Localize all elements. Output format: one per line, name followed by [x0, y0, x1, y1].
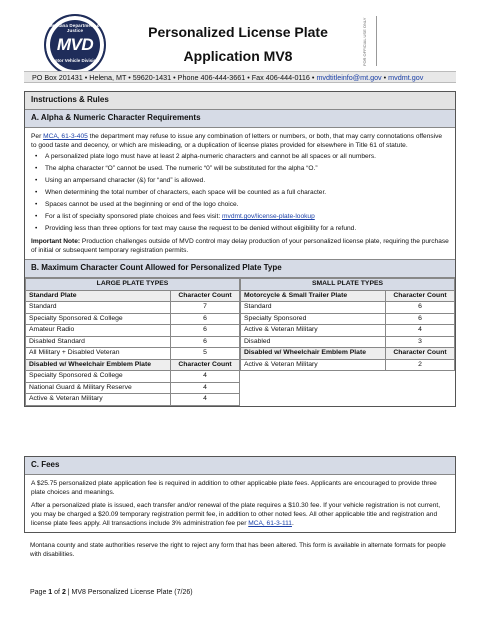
character-count-tables: [25, 278, 455, 406]
website-link[interactable]: mvdmt.gov: [388, 73, 424, 82]
char-count: 6: [171, 325, 240, 337]
char-count: 6: [171, 313, 240, 325]
fees-p2-pre: After a personalized plate is issued, each transfer and/or renewal of the plate requires a $10.30 fee. If your vehicle registration is not current, you may be charged a $20.09 temporary registration permit fee, in addition to other noted fees. All other applicable title and registration and license plate fees apply. All transactions include 3% administration fee per: [31, 502, 441, 527]
mca-111-link[interactable]: MCA, 61-3-111: [248, 520, 292, 527]
table-row: [26, 348, 240, 360]
page-number: 1: [48, 589, 53, 596]
char-count: 6: [386, 313, 455, 325]
page-mid: of: [52, 589, 62, 596]
fees-p2-post: .: [291, 520, 294, 527]
intro-pre: Per: [31, 133, 44, 140]
table-row: [26, 302, 240, 314]
large-col-plate: Standard Plate: [26, 290, 171, 302]
table-row: [26, 325, 240, 337]
char-count: 6: [386, 302, 455, 314]
plate-lookup-link[interactable]: mvdmt.gov/license-plate-lookup: [222, 213, 315, 220]
email-link[interactable]: mvdtitleinfo@mt.gov: [316, 73, 382, 82]
small-col-count: Character Count: [386, 290, 455, 302]
large-col-count: Character Count: [171, 290, 240, 302]
instructions-header: Instructions & Rules: [25, 92, 455, 110]
logo-bottom-text: Motor Vehicle Division: [50, 58, 99, 63]
char-count: 4: [171, 394, 240, 406]
table-row: [241, 336, 455, 348]
table-row: [26, 371, 240, 383]
char-count: 4: [171, 382, 240, 394]
plate-name: Disabled: [241, 336, 386, 348]
char-count: 4: [386, 325, 455, 337]
small-plate-caption: SMALL PLATE TYPES: [241, 279, 455, 291]
small-sub-col-plate: Disabled w/ Wheelchair Emblem Plate: [241, 348, 386, 360]
small-plate-table: [240, 278, 455, 371]
large-sub-col-count: Character Count: [171, 359, 240, 371]
table-row: [26, 394, 240, 406]
page-footer: [30, 589, 193, 596]
rule-item: • The alpha character “O” cannot be used. The numeric “0” will be substituted for the alpha “O.”: [35, 165, 449, 173]
logo-mvd-text: MVD: [56, 35, 94, 54]
rule-item: • Using an ampersand character (&) for “and” is allowed.: [35, 177, 449, 185]
plate-name: Active & Veteran Military: [26, 394, 171, 406]
official-use-label: FOR OFFICIAL USE ONLY: [362, 17, 367, 66]
plate-name: Active & Veteran Military: [241, 359, 386, 371]
char-count: 2: [386, 359, 455, 371]
rules-list: [31, 153, 449, 233]
logo-top-text: Montana Department of Justice: [48, 23, 102, 33]
table-row: [241, 325, 455, 337]
large-sub-col-plate: Disabled w/ Wheelchair Emblem Plate: [26, 359, 171, 371]
rule-item: • When determining the total number of characters, each space will be counted as a full character.: [35, 189, 449, 197]
section-a-body: [25, 128, 455, 259]
mca-405-link[interactable]: MCA, 61-3-405: [43, 133, 88, 140]
address-text: PO Box 201431 • Helena, MT • 59620-1431 • Phone 406-444-3661 • Fax 406-444-0116 •: [32, 73, 317, 82]
rule-item: • A personalized plate logo must have at least 2 alpha-numeric characters and cannot be all spaces or all numbers.: [35, 153, 449, 161]
large-plate-table: [25, 278, 240, 406]
table-row: [26, 336, 240, 348]
table-row: [241, 302, 455, 314]
small-sub-col-count: Character Count: [386, 348, 455, 360]
important-note-label: Important Note:: [31, 238, 81, 245]
section-a-intro: [31, 132, 449, 150]
address-bar: [24, 71, 456, 83]
plate-name: Specialty Sponsored & College: [26, 313, 171, 325]
side-divider: [376, 16, 377, 66]
plate-name: Standard: [241, 302, 386, 314]
page-form-name: | MV8 Personalized License Plate (7/26): [65, 589, 193, 596]
plate-name: National Guard & Military Reserve: [26, 382, 171, 394]
table-row: [241, 359, 455, 371]
plate-name: Amateur Radio: [26, 325, 171, 337]
title-line-1: Personalized License Plate: [148, 24, 328, 40]
table-row: [26, 382, 240, 394]
important-note-text: Production challenges outside of MVD control may delay production of your personalized license plate, requiring the purchase of initial or subsequent temporary registration permits.: [31, 238, 449, 254]
fees-paragraph-1: A $25.75 personalized plate application fee is required in addition to other applicable plate fees. Applicants are encouraged to provide three plate choices and meanings.: [31, 480, 437, 496]
plate-name: Specialty Sponsored: [241, 313, 386, 325]
table-row: [241, 313, 455, 325]
plate-name: All Military + Disabled Veteran: [26, 348, 171, 360]
rule-item-link: [35, 213, 449, 221]
page-total: 2: [61, 589, 66, 596]
intro-post: the department may refuse to issue any combination of letters or numbers, or both, that may carry connotations offensive to good taste and decency, or which are misleading, or a duplication of license plates provided for elsewhere in Title 61 of statute.: [31, 133, 443, 149]
plate-name: Specialty Sponsored & College: [26, 371, 171, 383]
fees-frame: [24, 456, 456, 533]
form-title: [118, 24, 358, 64]
char-count: 6: [171, 336, 240, 348]
footer-note: Montana county and state authorities reserve the right to reject any form that has been altered. This form is available in alternate formats for people with disabilities.: [30, 542, 446, 558]
char-count: 3: [386, 336, 455, 348]
plate-name: Standard: [26, 302, 171, 314]
section-c-body: [25, 475, 455, 532]
mvd-logo: [44, 14, 106, 76]
large-plate-caption: LARGE PLATE TYPES: [26, 279, 240, 291]
table-row: [26, 313, 240, 325]
plate-name: Active & Veteran Military: [241, 325, 386, 337]
char-count: 5: [171, 348, 240, 360]
important-note: [31, 237, 449, 255]
rule-item: • Spaces cannot be used at the beginning or end of the logo choice.: [35, 201, 449, 209]
section-a-header: A. Alpha & Numeric Character Requirements: [25, 110, 455, 128]
small-col-plate: Motorcycle & Small Trailer Plate: [241, 290, 386, 302]
plate-name: Disabled Standard: [26, 336, 171, 348]
rule-item: • Providing less than three options for text may cause the request to be denied without eligibility for a refund.: [35, 225, 449, 233]
char-count: 4: [171, 371, 240, 383]
rule-link-pre: For a list of specialty sponsored plate choices and fees visit:: [45, 213, 223, 220]
address-separator: •: [381, 73, 389, 82]
section-b-header: B. Maximum Character Count Allowed for Personalized Plate Type: [25, 259, 455, 278]
instructions-frame: [24, 91, 456, 407]
title-line-2: Application MV8: [183, 48, 293, 64]
char-count: 7: [171, 302, 240, 314]
page-pre: Page: [30, 589, 49, 596]
fees-paragraph-2: [31, 501, 449, 528]
section-c-header: C. Fees: [25, 457, 455, 475]
